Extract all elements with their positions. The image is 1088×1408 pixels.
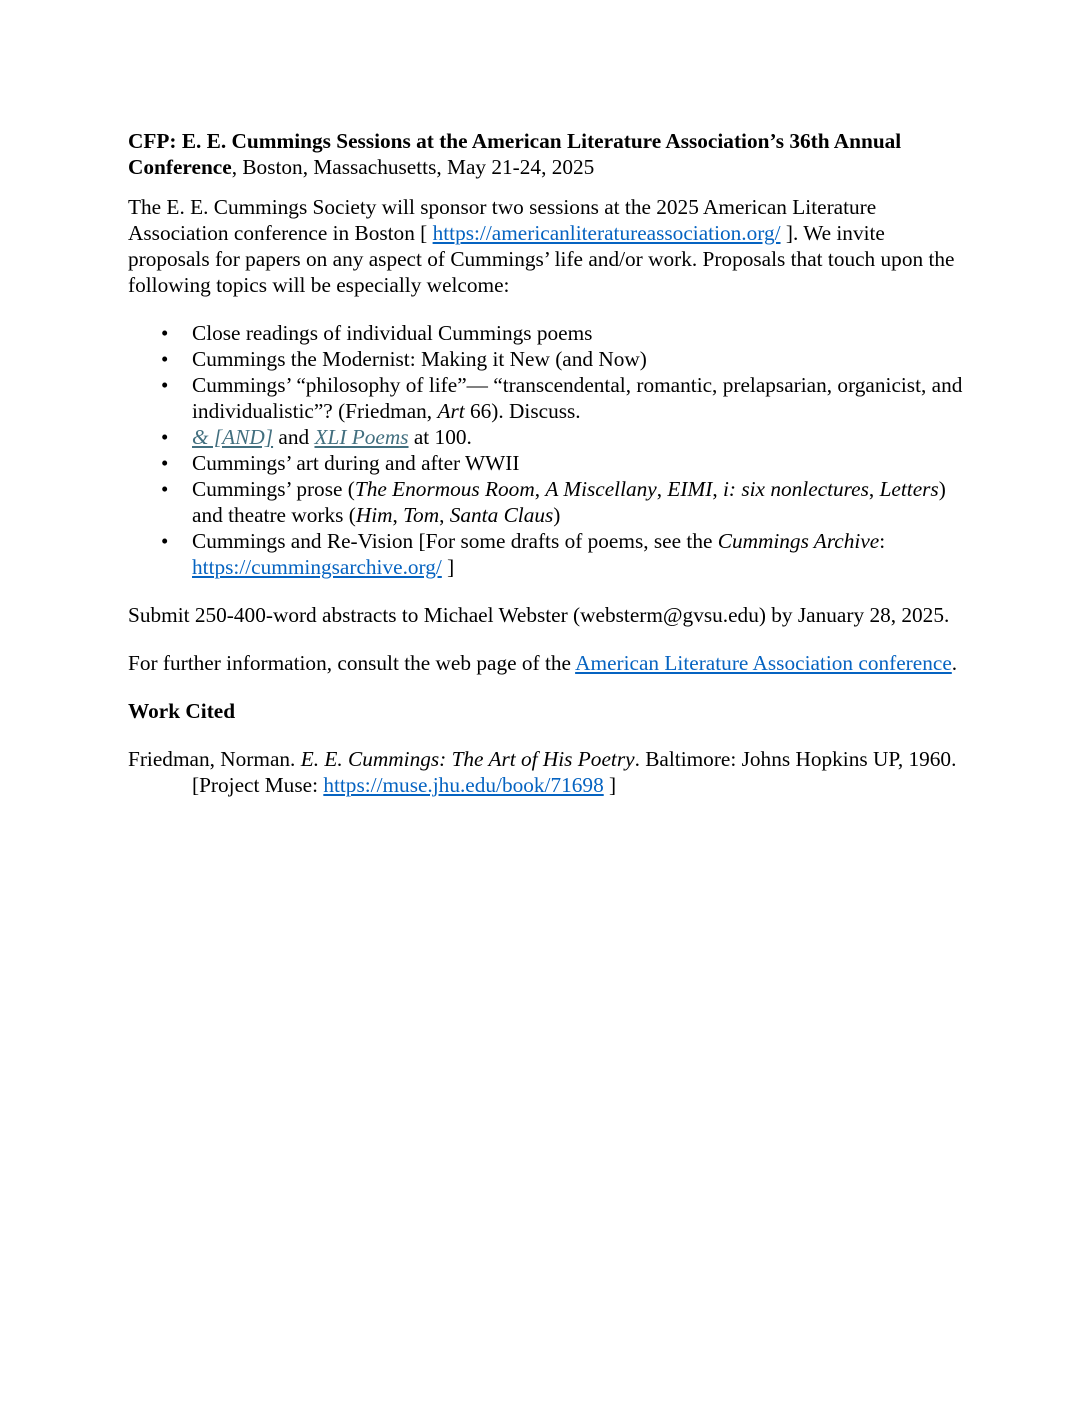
text-segment: , Boston, Massachusetts, May 21-24, 2025 <box>231 155 595 179</box>
hyperlink[interactable]: https://americanliteratureassociation.org/ <box>432 221 781 245</box>
text-segment: E. E. Cummings: The Art of His Poetry <box>300 747 635 771</box>
text-segment: : <box>879 529 886 553</box>
text-segment: . <box>951 651 958 675</box>
list-item <box>192 424 963 450</box>
text-segment: Cummings’ prose ( <box>192 477 355 501</box>
text-segment: Santa Claus <box>449 503 554 527</box>
text-segment: ) <box>553 503 561 527</box>
topics-list <box>128 320 963 580</box>
page-title <box>128 128 963 180</box>
text-segment: i: six nonlectures <box>723 477 869 501</box>
citation-paragraph <box>128 746 963 798</box>
list-item <box>192 372 963 424</box>
hyperlink[interactable]: https://muse.jhu.edu/book/71698 <box>323 773 604 797</box>
text-segment: ]. We invite proposals for papers on any aspect of Cummings’ life and/or work. Proposals that touch upon the following topics will be especially welcome: <box>128 221 955 297</box>
text-segment: , <box>534 477 546 501</box>
text-segment: Close readings of individual Cummings poems <box>192 321 593 345</box>
text-segment: , <box>439 503 450 527</box>
text-segment: . Baltimore: Johns Hopkins UP, 1960. [Project Muse: <box>192 747 957 797</box>
list-item <box>192 450 963 476</box>
work-cited-heading: Work Cited <box>128 699 236 723</box>
text-segment: Him <box>355 503 393 527</box>
text-segment: , <box>868 477 880 501</box>
text-segment: Friedman, Norman. <box>128 747 301 771</box>
text-segment: Cummings’ art during and after WWII <box>192 451 520 475</box>
text-segment: Art <box>437 399 465 423</box>
text-segment: at 100. <box>408 425 472 449</box>
text-segment: EIMI <box>667 477 713 501</box>
text-segment: , <box>656 477 668 501</box>
text-segment: ] <box>603 773 617 797</box>
text-segment: ) and theatre works ( <box>192 477 946 527</box>
text-segment: The E. E. Cummings Society will sponsor two sessions at the 2025 American Literature Association conference in Boston [ <box>128 195 877 245</box>
hyperlink[interactable]: American Literature Association conference <box>575 651 952 675</box>
hyperlink[interactable]: XLI Poems <box>314 425 409 449</box>
submit-paragraph <box>128 602 963 628</box>
text-segment: ] <box>441 555 455 579</box>
list-item <box>192 346 963 372</box>
text-segment: and <box>273 425 315 449</box>
text-segment: Tom <box>403 503 440 527</box>
list-item <box>192 528 963 580</box>
text-segment: Cummings the Modernist: Making it New (and Now) <box>192 347 647 371</box>
text-segment: Submit 250-400-word abstracts to Michael Webster (websterm@gvsu.edu) by January 28, 2025. <box>128 603 950 627</box>
hyperlink[interactable]: https://cummingsarchive.org/ <box>192 555 442 579</box>
text-segment: 66). Discuss. <box>464 399 581 423</box>
list-item <box>192 476 963 528</box>
text-segment: , <box>392 503 404 527</box>
intro-paragraph <box>128 194 963 298</box>
text-segment: A Miscellany <box>545 477 657 501</box>
further-info-paragraph <box>128 650 963 676</box>
text-segment: The Enormous Room <box>354 477 535 501</box>
hyperlink[interactable]: & [AND] <box>192 425 274 449</box>
text-segment: Cummings and Re-Vision [For some drafts of poems, see the <box>192 529 718 553</box>
text-segment: CFP: E. E. Cummings Sessions at the American Literature Association’s 36th Annual Conference <box>128 129 902 179</box>
text-segment: Cummings’ “philosophy of life”— “transcendental, romantic, prelapsarian, organicist, and individualistic”? (Friedman, <box>192 373 963 423</box>
text-segment: For further information, consult the web page of the <box>128 651 576 675</box>
text-segment: Cummings Archive <box>717 529 880 553</box>
text-segment: , <box>712 477 724 501</box>
list-item <box>192 320 963 346</box>
text-segment: Letters <box>879 477 939 501</box>
